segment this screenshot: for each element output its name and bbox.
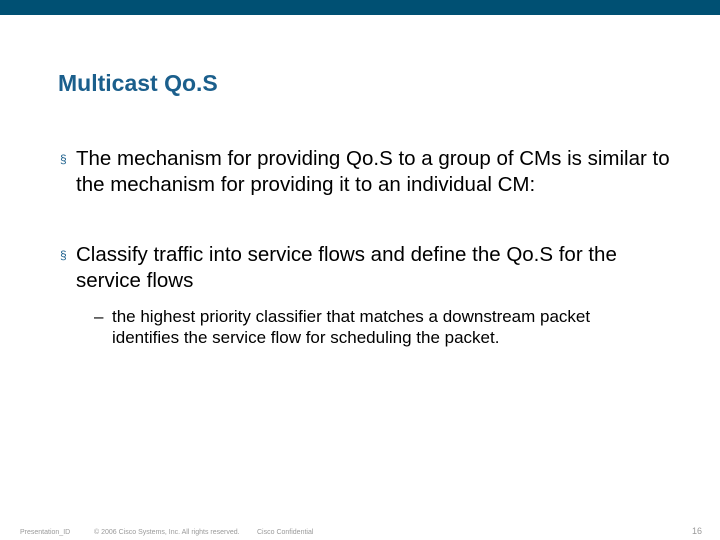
dash-marker-icon: – <box>94 307 104 326</box>
sub-bullet-text: the highest priority classifier that matches a downstream packet identifies the service flow for scheduling the packet. <box>112 307 591 347</box>
page-number: 16 <box>691 526 702 536</box>
bullet-text: The mechanism for providing Qo.S to a group of CMs is similar to the mechanism for providing it to an individual CM: <box>76 147 670 196</box>
bullet-marker-icon: § <box>60 152 67 166</box>
footer-presentation-id: Presentation_ID <box>20 529 71 536</box>
bullet-text: Classify traffic into service flows and define the Qo.S for the service flows <box>76 243 617 292</box>
bullet-item <box>60 242 680 294</box>
bullet-item <box>60 146 680 198</box>
top-accent-bar <box>0 0 720 15</box>
footer-confidential: Cisco Confidential <box>257 529 314 536</box>
bullet-marker-icon: § <box>60 248 67 262</box>
slide-title: Multicast Qo.S <box>58 70 218 96</box>
footer-copyright: © 2006 Cisco Systems, Inc. All rights reserved. <box>94 529 240 536</box>
sub-bullet-item <box>94 306 654 348</box>
